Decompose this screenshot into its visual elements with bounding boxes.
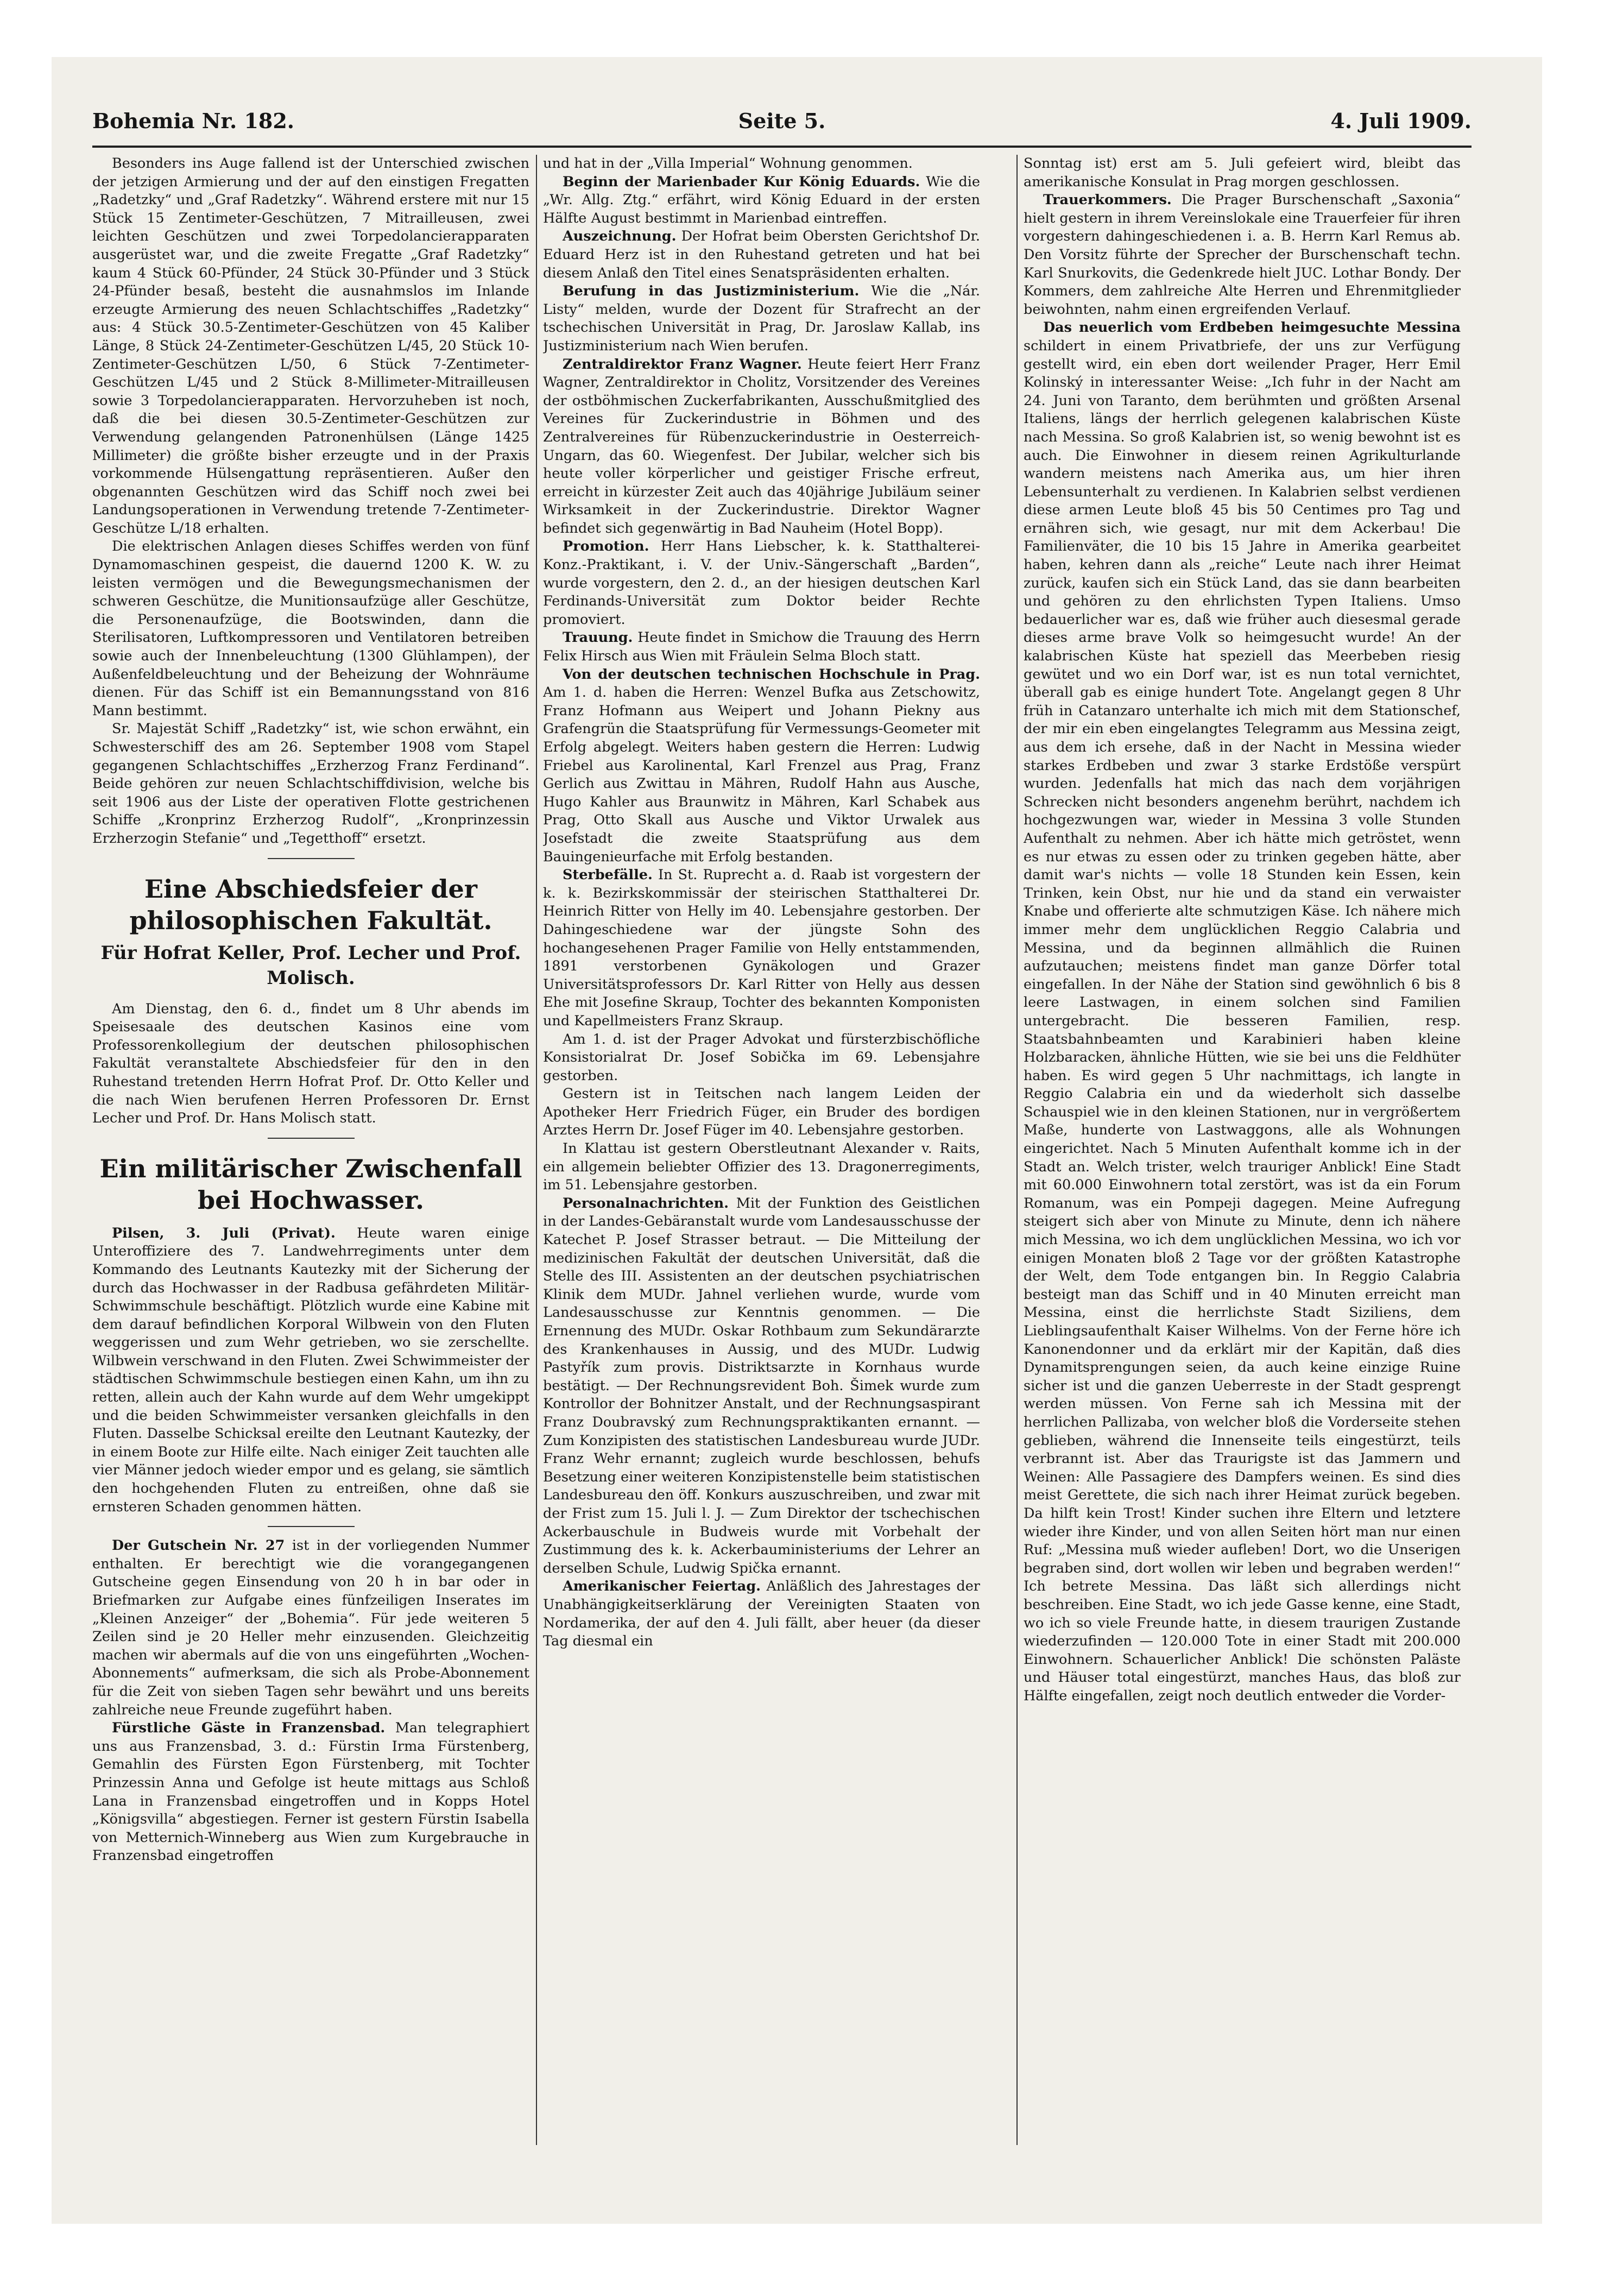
paragraph-lead: Trauung. (563, 629, 633, 646)
paragraph-text: Heute findet in Smichow die Trauung des Herrn Felix Hirsch aus Wien mit Fräulein Selma Bloch statt. (543, 629, 980, 665)
paragraph (543, 282, 980, 355)
paragraph (543, 1578, 980, 1650)
paragraph-lead: Fürstliche Gäste in Franzensbad. (112, 1720, 386, 1737)
separator-rule (268, 858, 355, 859)
masthead-issue: Bohemia Nr. 182. (92, 109, 295, 133)
paragraph-lead: Amerikanischer Feiertag. (563, 1578, 761, 1595)
paragraph-lead: Der Gutschein Nr. 27 (112, 1537, 285, 1554)
paragraph: und hat in der „Villa Imperial“ Wohnung genommen. (543, 155, 913, 172)
separator-rule (268, 1138, 355, 1139)
paragraph (543, 356, 980, 538)
issue-date: 4. Juli 1909. (1330, 109, 1472, 133)
dateline: Pilsen, 3. Juli (Privat). (112, 1225, 336, 1241)
paragraph-text: Mit der Funktion des Geistlichen in der Landes-Gebäranstalt wurde vom Landesausschusse der Katechet P. Josef Strasser betraut. — Die Mitteilung der medizinischen Fakultät der deutschen Universität, daß die Stelle des III. Assistenten an der deutschen psychiatrischen Klinik dem MUDr. Jahnel verliehen wurde, wurde vom Landesausschusse zur Kenntnis genommen. — Die Ernennung des MUDr. Oskar Rothbaum zum Sekundärarzte des Krankenhauses in Aussig, und des MUDr. Ludwig Pastyřík zum provis. Distriktsarzte in Kornhaus wurde bestätigt. — Der Rechnungsrevident Boh. Šimek wurde zum Kontrollor der Bohnitzer Anstalt, und der Rechnungsaspirant Franz Doubravský zum Rechnungspraktikanten ernannt. — Zum Konzipisten des statistischen Landesbureau wurde JUDr. Franz Wehr ernannt; zugleich wurde beschlossen, behufs Besetzung einer weiteren Konzipistenstelle beim statistischen Landesbureau den öff. Konkurs auszuschreiben, und zwar mit der Frist zum 15. Juli l. J. — Zum Direktor der tschechischen Ackerbauschule in Budweis wurde mit Vorbehalt der Zustimmung des k. k. Ackerbauministeriums der Lehrer an derselben Schule, Ludwig Spička ernannt. (543, 1195, 980, 1576)
paragraph-text: Der Hofrat beim Obersten Gerichtshof Dr. Eduard Herz ist in den Ruhestand getreten und hat bei diesem Anlaß den Titel eines Senatspräsidenten erhalten. (543, 228, 980, 281)
column-divider (536, 155, 537, 2145)
paragraph (543, 173, 980, 228)
paragraph-text: Die Prager Burschenschaft „Saxonia“ hielt gestern in ihrem Vereinslokale eine Trauerfeier für ihren vorgestern dahingeschiedenen i. a. B. Herrn Karl Remus ab. Den Vorsitz führte der Sprecher der Burschenschaft techn. Karl Snurkovits, die Gedenkrede hielt JUC. Lothar Bondy. Der Kommers, dem zahlreiche Alte Herren und Ehrenmitglieder beiwohnten, nahm einen ergreifenden Verlauf. (1024, 192, 1461, 318)
paragraph-text: Heute waren einige Unteroffiziere des 7. Landwehrregiments unter dem Kommando des Leutnants Kautezky mit der Sicherung der durch das Hochwasser in der Radbusa gefährdeten Militär-Schwimmschule beschäftigt. Plötzlich wurde eine Kabine mit dem darauf befindlichen Korporal Wilbwein von den Fluten weggerissen und zum Wehr getrieben, wo sie zerschellte. Wilbwein verschwand in den Fluten. Zwei Schwimmeister der städtischen Schwimmschule bestiegen einen Kahn, um ihn zu retten, allein auch der Kahn wurde auf dem Wehr umgekippt und die beiden Schwimmeister versanken gleichfalls in den Fluten. Dasselbe Schicksal ereilte den Leutnant Kautezky, der in einem Boote zur Hilfe eilte. Nach einiger Zeit tauchten alle vier Männer jedoch wieder empor und es gelang, sie sämtlich den hochgehenden Fluten zu entreißen, ohne daß sie ernsteren Schaden genommen hätten. (92, 1225, 529, 1515)
paragraph (543, 228, 980, 282)
paragraph-lead: Trauerkommers. (1043, 192, 1172, 209)
paragraph (543, 629, 980, 665)
paragraph-text: Wie die „Wr. Allg. Ztg.“ erfährt, wird König Eduard in der ersten Hälfte August bestimmt in Marienbad eintreffen. (543, 173, 980, 226)
paragraph-text: Herr Hans Liebscher, k. k. Statthalterei-Konz.-Praktikant, i. V. der Univ.-Sängerschaft „Barden“, wurde vorgestern, den 2. d., an der hiesigen deutschen Karl Ferdinands-Universität zum Doktor beider Rechte promoviert. (543, 538, 980, 628)
separator-rule (268, 1526, 355, 1527)
page-number: Seite 5. (738, 109, 826, 133)
paragraph (92, 1225, 529, 1517)
header-rule (92, 146, 1472, 148)
paragraph-lead: Das neuerlich vom Erdbeben heimgesuchte Messina (1043, 319, 1461, 336)
paragraph-lead: Berufung in das Justizministerium. (563, 283, 860, 300)
paragraph: Gestern ist in Teitschen nach langem Leiden der Apotheker Herr Friedrich Füger, ein Bruder des bordigen Arztes Herrn Dr. Josef Füger im 40. Lebensjahre gestorben. (543, 1086, 980, 1139)
paragraph-lead: Promotion. (563, 538, 649, 555)
paragraph: Sr. Majestät Schiff „Radetzky“ ist, wie schon erwähnt, ein Schwesterschiff des am 26. September 1908 vom Stapel gegangenen Schlachtschiffes „Erzherzog Franz Ferdinand“. Beide gehören zur neuen Schlachtschiffdivision, welche bis seit 1906 aus der Liste der operativen Flotte gestrichenen Schiffe „Kronprinz Erzherzog Rudolf“, „Kronprinzessin Erzherzogin Stefanie“ und „Tegetthoff“ ersetzt. (92, 721, 529, 847)
article-headline: Eine Abschiedsfeier der philosophischen Fakultät. (129, 874, 492, 935)
paragraph: Die elektrischen Anlagen dieses Schiffes werden von fünf Dynamomaschinen gespeist, die dauernd 1200 K. W. zu leisten vermögen und die Bewegungsmechanismen der schweren Geschütze, die Munitionsaufzüge aller Geschütze, die Personenaufzüge, die Bootswinden, dann die Sterilisatoren, Luftkompressoren und Ventilatoren betreiben sowie auch der Innenbeleuchtung (1300 Glühlampen), der Außenfeldbeleuchtung und der Beheizung der Wohnräume dienen. Für das Schiff ist ein Bemannungsstand von 816 Mann bestimmt. (92, 538, 529, 719)
paragraph-lead: Personalnachrichten. (563, 1195, 729, 1212)
article-headline: Ein militärischer Zwischenfall bei Hochwasser. (99, 1153, 522, 1215)
paragraph: Sonntag ist) erst am 5. Juli gefeiert wird, bleibt das amerikanische Konsulat in Prag morgen geschlossen. (1024, 155, 1461, 190)
column-2 (543, 155, 980, 2145)
paragraph-lead: Sterbefälle. (563, 867, 653, 884)
paragraph (1024, 191, 1461, 319)
column-divider (1016, 155, 1018, 2145)
paragraph-text: Heute feiert Herr Franz Wagner, Zentraldirektor in Cholitz, Vorsitzender des Vereines der ostböhmischen Zuckerfabrikanten, Ausschußmitglied des Vereines für Zuckerindustrie in Böhmen und des Zentralvereines für Rübenzuckerindustrie in Oesterreich-Ungarn, das 60. Wiegenfest. Der Jubilar, welcher sich bis heute voller körperlicher und geistiger Frische erfreut, erreicht in kürzester Zeit auch das 40jährige Jubiläum seiner Wirksamkeit in der Zuckerindustrie. Direktor Wagner befindet sich gegenwärtig in Bad Nauheim (Hotel Bopp). (543, 356, 980, 537)
paragraph (543, 538, 980, 629)
paragraph-lead: Auszeichnung. (563, 228, 677, 245)
column-3 (1024, 155, 1461, 2145)
paragraph-text: In St. Ruprecht a. d. Raab ist vorgestern der k. k. Bezirkskommissär der steirischen Statthalterei Dr. Heinrich Ritter von Helly im 40. Lebensjahre gestorben. Der Dahingeschiedene war der jüngste Sohn des hochangesehenen Prager Familie von Helly entstammenden, 1891 verstorbenen Gynäkologen und Grazer Universitätsprofessors Dr. Karl Ritter von Helly aus dessen Ehe mit Josefine Skraup, Tochter des bekannten Komponisten und Kapellmeisters Franz Skraup. (543, 867, 980, 1029)
paragraph: Besonders ins Auge fallend ist der Unterschied zwischen der jetzigen Armierung und der auf den einstigen Fregatten „Radetzky“ und „Graf Radetzky“. Während erstere mit nur 15 Stück 15 Zentimeter-Geschützen, 7 Mitrailleusen, zwei leichten Geschützen und zwei Torpedolancierapparaten ausgerüstet war, und die zweite Fregatte „Graf Radetzky“ kaum 4 Stück 60-Pfünder, 24 Stück 30-Pfünder und 3 Stück 24-Pfünder besaß, besteht die ausnahmslos im Inlande erzeugte Armierung des neuen Schlachtschiffes „Radetzky“ aus: 4 Stück 30.5-Zentimeter-Geschützen von 45 Kaliber Länge, 8 Stück 24-Zentimeter-Geschützen L/45, 20 Stück 10-Zentimeter-Geschützen L/50, 6 Stück 7-Zentimeter-Geschützen L/45 und 2 Stück 8-Millimeter-Mitrailleusen sowie 3 Torpedolancierapparaten. Hervorzuheben ist noch, daß die bei diesen 30.5-Zentimeter-Geschützen zur Verwendung gelangenden Patronenhülsen (Länge 1425 Millimeter) die größte bisher erzeugte und in der Praxis vorkommende Hülsengattung repräsentieren. Außer den obgenannten Geschützen wird das Schiff noch zwei bei Landungsoperationen in Verwendung tretende 7-Zentimeter-Geschütze L/18 erhalten. (92, 155, 529, 537)
paragraph (1024, 319, 1461, 1705)
column-1 (92, 155, 529, 2145)
paragraph-text: Anläßlich des Jahrestages der Unabhängigkeitserklärung der Vereinigten Staaten von Nordamerika, der auf den 4. Juli fällt, aber heuer (da dieser Tag diesmal ein (543, 1578, 980, 1650)
paragraph (543, 1195, 980, 1578)
paragraph (543, 666, 980, 867)
paragraph-lead: Zentraldirektor Franz Wagner. (563, 356, 802, 373)
paragraph-text: Man telegraphiert uns aus Franzensbad, 3. d.: Fürstin Irma Fürstenberg, Gemahlin des Fürsten Egon Fürstenberg, mit Tochter Prinzessin Anna und Gefolge ist heute mittags aus Schloß Lana in Franzensbad eingetroffen und in Kopps Hotel „Königsvilla“ abgestiegen. Ferner ist gestern Fürstin Isabella von Metternich-Winneberg aus Wien zum Kurgebrauche in Franzensbad eingetroffen (92, 1720, 529, 1864)
paragraph: Am 1. d. ist der Prager Advokat und fürsterzbischöfliche Konsistorialrat Dr. Josef Sobička im 69. Lebensjahre gestorben. (543, 1031, 980, 1084)
paragraph: Am Dienstag, den 6. d., findet um 8 Uhr abends im Speisesaale des deutschen Kasinos eine vom Professorenkollegium der deutschen philosophischen Fakultät veranstaltete Abschiedsfeier für den in den Ruhestand tretenden Herrn Hofrat Prof. Dr. Otto Keller und die nach Wien berufenen Herren Professoren Dr. Ernst Lecher und Prof. Dr. Hans Molisch statt. (92, 1000, 529, 1127)
paragraph-text: schildert in einem Privatbriefe, der uns zur Verfügung gestellt wird, ein eben dort weilender Prager, Herr Emil Kolinský in interessanter Weise: „Ich fuhr in der Nacht am 24. Juni von Taranto, dem berühmten und größten Arsenal Italiens, längs der herrlich gelegenen kalabrischen Küste nach Messina. So groß Kalabrien ist, so wenig bewohnt ist es auch. Die Einwohner in diesem reinen Agrikulturlande wandern meistens nach Amerika aus, um hier ihren Lebensunterhalt zu verdienen. In Kalabrien selbst verdienen diese armen Leute bloß 45 bis 50 Centimes pro Tag und ernähren sich, wie gesagt, nur mit dem Ackerbau! Die Familienväter, die 10 bis 15 Jahre in Amerika gearbeitet haben, kehren dann als „reiche“ Leute nach ihrer Heimat zurück, kaufen sich ein Stück Land, das sie dann bearbeiten und gehören zu den ehrlichsten Typen Italiens. Umso bedauerlicher war es, daß wie früher auch diesesmal gerade dieses arme brave Volk so heimgesucht wurde! An der kalabrischen Küste hat speziell das Meerbeben riesig gewütet und wo ein Dorf war, ist es nun total vernichtet, überall gab es einige hundert Tote. Angelangt gegen 8 Uhr früh in Catanzaro unterhalte ich mich mit dem Stationschef, der mir ein eben eingelangtes Telegramm aus Messina zeigt, aus dem ich ersehe, daß in der Nacht in Messina wieder starkes Erdbeben und zwar 3 starke Erdstöße verspürt wurden. Jedenfalls hat mich das nach dem vorjährigen Schrecken nicht besonders angenehm berührt, nachdem ich hochgezwungen war, wieder in Messina 3 volle Stunden Aufenthalt zu nehmen. Aber ich hätte mich getröstet, wenn es nur etwas zu essen oder zu trinken gegeben hätte, aber damit war's nichts — volle 18 Stunden kein Essen, kein Trinken, kein Obst, nur hie und da stand ein verwaister Knabe und offerierte alte schmutzigen Käse. Ich nähere mich immer mehr dem unglücklichen Reggio Calabria und Messina, und da beginnen allmählich die Ruinen aufzutauchen; meistens findet man ganze Dörfer total eingefallen. In der Nähe der Station sind gewöhnlich 6 bis 8 leere Lastwagen, in einem solchen sind Familien untergebracht. Die besseren Familien, resp. Staatsbahnbeamten und Karabinieri haben kleine Holzbaracken, ähnliche Hütten, wie sie bei uns die Feldhüter haben. Es wird gegen 5 Uhr nachmittags, ich langte in Reggio Calabria ein und da wiederholt sich dasselbe Schauspiel wie in den kleinen Stationen, nur in vergrößertem Maße, hunderte von Lastwaggons, alle als Wohnungen eingerichtet. Nach 5 Minuten Aufenthalt komme ich in der Stadt an. Welch trister, welch trauriger Anblick! Eine Stadt mit 60.000 Einwohnern total zerstört, was ist da ein Forum Romanum, was ein Pompeji dagegen. Meine Aufregung steigert sich aber von Minute zu Minute, denn ich nähere mich Messina, wo ich dem unglücklichen Messina, wo ich vor einigen Monaten bloß 2 Tage vor der größten Katastrophe der Welt, dem Tode entgangen bin. In Reggio Calabria besteigt man das Schiff und in 40 Minuten erreicht man Messina, einst die herrlichste Stadt Siziliens, dem Lieblingsaufenthalt Kaiser Wilhelms. Von der Ferne höre ich Kanonendonner und da erklärt mir der Kapitän, daß dies Dynamitsprengungen seien, da auch keine einzige Ruine sicher ist und die ganzen Ueberreste in der Stadt gesprengt werden müssen. Von Ferne sah ich Messina mit der herrlichen Pallizaba, von welcher bloß die Vorderseite stehen geblieben, während die Innenseite teils eingestürzt, teils verbrannt ist. Aber das Traurigste ist das Jammern und Weinen: Alle Passagiere des Dampfers weinen. Es sind dies meist Gerettete, die sich nach ihrer Heimat zurück begeben. Da hilft kein Trost! Kinder suchen ihre Eltern und letztere wieder ihre Kinder, und von allen Seiten hört man nur einen Ruf: „Messina muß wieder aufleben! Dort, wo die Unserigen begraben sind, dort wollen wir leben und begraben werden!“ Ich betrete Messina. Das läßt sich allerdings nicht beschreiben. Eine Stadt, wo ich jede Gasse kenne, eine Stadt, wo ich so viele Freunde hatte, in diesem traurigen Zustande wiederzufinden — 120.000 Tote in einer Stadt mit 200.000 Einwohnern. Schauerlicher Anblick! Die schönsten Paläste und Häuser total eingestürzt, manches Haus, das bloß zur Hälfte eingefallen, zeigt noch deutlich entweder die Vorder- (1024, 337, 1461, 1704)
paragraph (92, 1719, 529, 1865)
paragraph-lead: Beginn der Marienbader Kur König Eduards. (563, 173, 920, 190)
paragraph-text: Wie die „Nár. Listy“ melden, wurde der Dozent für Strafrecht an der tschechischen Universität in Prag, Dr. Jaroslaw Kallab, ins Justizministerium nach Wien berufen. (543, 283, 980, 354)
paragraph: In Klattau ist gestern Oberstleutnant Alexander v. Raits, ein allgemein beliebter Offizier des 13. Dragonerregiments, im 51. Lebensjahre gestorben. (543, 1140, 980, 1194)
paragraph (543, 866, 980, 1030)
paragraph-text: Am 1. d. haben die Herren: Wenzel Bufka aus Zetschowitz, Franz Hofmann aus Weipert und Johann Piekny aus Grafengrün die Staatsprüfung für Vermessungs-Geometer mit Erfolg abgelegt. Weiters haben gestern die Herren: Ludwig Friebel aus Karolinental, Karl Frenzel aus Prag, Franz Gerlich aus Zwittau in Mähren, Rudolf Hahn aus Ausche, Hugo Kahler aus Braunwitz in Mähren, Karl Schabek aus Prag, Otto Skall aus Ausche und Viktor Urwalek aus Josefstadt die zweite Staatsprüfung aus dem Bauingenieurfache mit Erfolg bestanden. (543, 684, 980, 865)
paragraph (92, 1537, 529, 1719)
article-subheadline: Für Hofrat Keller, Prof. Lecher und Prof. Molisch. (100, 942, 521, 989)
paragraph-lead: Von der deutschen technischen Hochschule in Prag. (563, 666, 980, 683)
paragraph-text: ist in der vorliegenden Nummer enthalten. Er berechtigt wie die vorangegangenen Gutscheine gegen Einsendung von 20 h in bar oder in Briefmarken zur Aufgabe eines fünfzeiligen Inserates im „Kleinen Anzeiger“ der „Bohemia“. Für jede weiteren 5 Zeilen sind je 20 Heller mehr einzusenden. Gleichzeitig machen wir abermals auf die von uns eingeführten „Wochen-Abonnements“ aufmerksam, die sich als Probe-Abonnement für die Zeit von sieben Tagen sehr bewährt und uns bereits zahlreiche neue Freunde zugeführt haben. (92, 1537, 529, 1718)
